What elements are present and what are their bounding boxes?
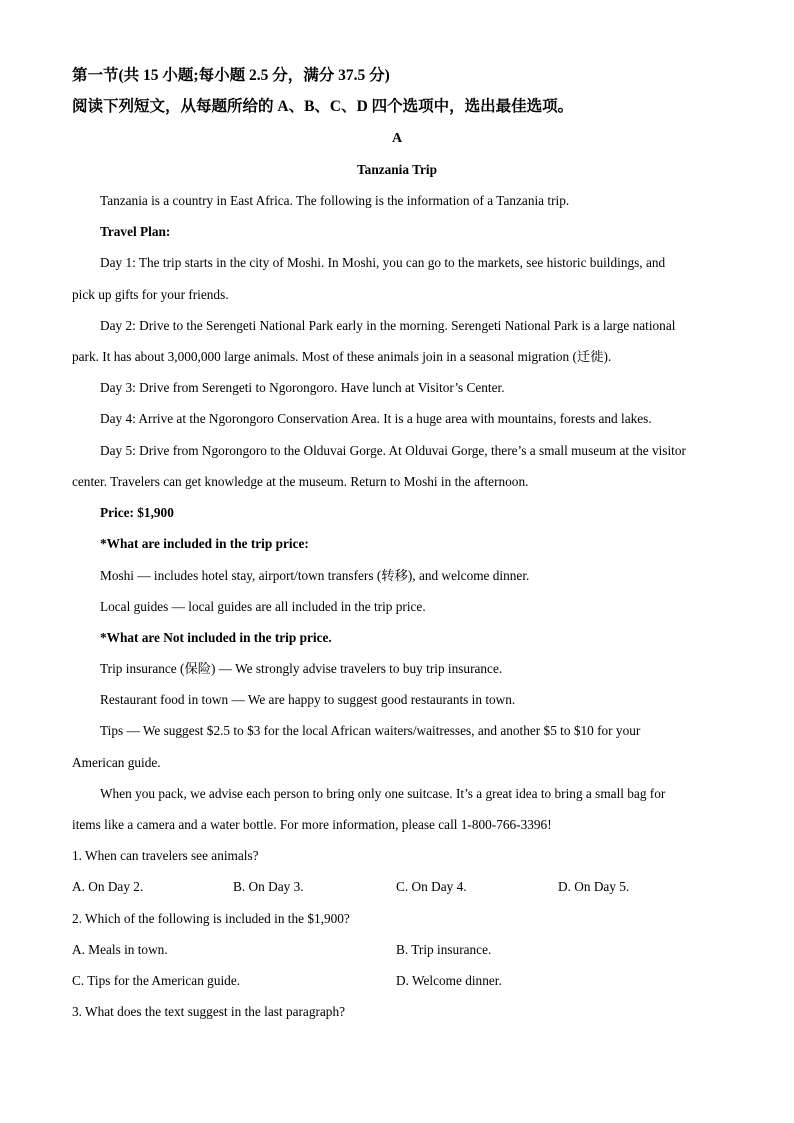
q2-option-c: C. Tips for the American guide. bbox=[72, 973, 241, 988]
day2-line1: Day 2: Drive to the Serengeti National Park early in the morning. Serengeti National Park is a large national bbox=[100, 318, 676, 333]
travel-plan-heading: Travel Plan: bbox=[100, 224, 171, 239]
price-line: Price: $1,900 bbox=[100, 505, 174, 520]
included-heading: *What are included in the trip price: bbox=[100, 536, 309, 551]
q1-option-c: C. On Day 4. bbox=[396, 879, 467, 894]
day1-line1: Day 1: The trip starts in the city of Moshi. In Moshi, you can go to the markets, see historic buildings, and bbox=[100, 255, 666, 270]
q1-option-a: A. On Day 2. bbox=[72, 879, 144, 894]
q1-option-d: D. On Day 5. bbox=[558, 879, 630, 894]
section-instruction: 阅读下列短文，从每题所给的 A、B、C、D 四个选项中，选出最佳选项。 bbox=[72, 98, 574, 115]
pack-line2: items like a camera and a water bottle. For more information, please call 1-800-766-3396! bbox=[72, 817, 552, 832]
intro-paragraph: Tanzania is a country in East Africa. The following is the information of a Tanzania trip. bbox=[100, 193, 570, 208]
passage-label: A bbox=[391, 131, 403, 146]
day2-line2: park. It has about 3,000,000 large animals. Most of these animals join in a seasonal migration (迁徙). bbox=[72, 349, 612, 364]
pack-line1: When you pack, we advise each person to bring only one suitcase. It’s a great idea to bring a small bag for bbox=[100, 786, 666, 801]
question-1: 1. When can travelers see animals? bbox=[72, 848, 259, 863]
section-header: 第一节(共 15 小题;每小题 2.5 分，满分 37.5 分) bbox=[72, 67, 390, 84]
question-2: 2. Which of the following is included in the $1,900? bbox=[72, 911, 350, 926]
q2-option-d: D. Welcome dinner. bbox=[396, 973, 502, 988]
tips-line1: Tips — We suggest $2.5 to $3 for the local African waiters/waitresses, and another $5 to $10 for your bbox=[100, 723, 641, 738]
q2-option-b: B. Trip insurance. bbox=[396, 942, 492, 957]
q1-option-b: B. On Day 3. bbox=[233, 879, 304, 894]
included-moshi: Moshi — includes hotel stay, airport/town transfers (转移), and welcome dinner. bbox=[100, 568, 530, 583]
passage-title: Tanzania Trip bbox=[357, 162, 437, 177]
day5-line1: Day 5: Drive from Ngorongoro to the Olduvai Gorge. At Olduvai Gorge, there’s a small museum at the visitor bbox=[100, 443, 686, 458]
not-included-restaurant: Restaurant food in town — We are happy to suggest good restaurants in town. bbox=[100, 692, 516, 707]
day1-line2: pick up gifts for your friends. bbox=[72, 287, 229, 302]
day5-line2: center. Travelers can get knowledge at the museum. Return to Moshi in the afternoon. bbox=[72, 474, 529, 489]
not-included-insurance: Trip insurance (保险) — We strongly advise travelers to buy trip insurance. bbox=[100, 661, 503, 676]
not-included-heading: *What are Not included in the trip price. bbox=[100, 630, 332, 645]
question-3: 3. What does the text suggest in the last paragraph? bbox=[72, 1004, 346, 1019]
day3-line: Day 3: Drive from Serengeti to Ngorongoro. Have lunch at Visitor’s Center. bbox=[100, 380, 505, 395]
q2-option-a: A. Meals in town. bbox=[72, 942, 168, 957]
included-guides: Local guides — local guides are all included in the trip price. bbox=[100, 599, 426, 614]
tips-line2: American guide. bbox=[72, 755, 161, 770]
day4-line: Day 4: Arrive at the Ngorongoro Conservation Area. It is a huge area with mountains, forests and lakes. bbox=[100, 411, 652, 426]
